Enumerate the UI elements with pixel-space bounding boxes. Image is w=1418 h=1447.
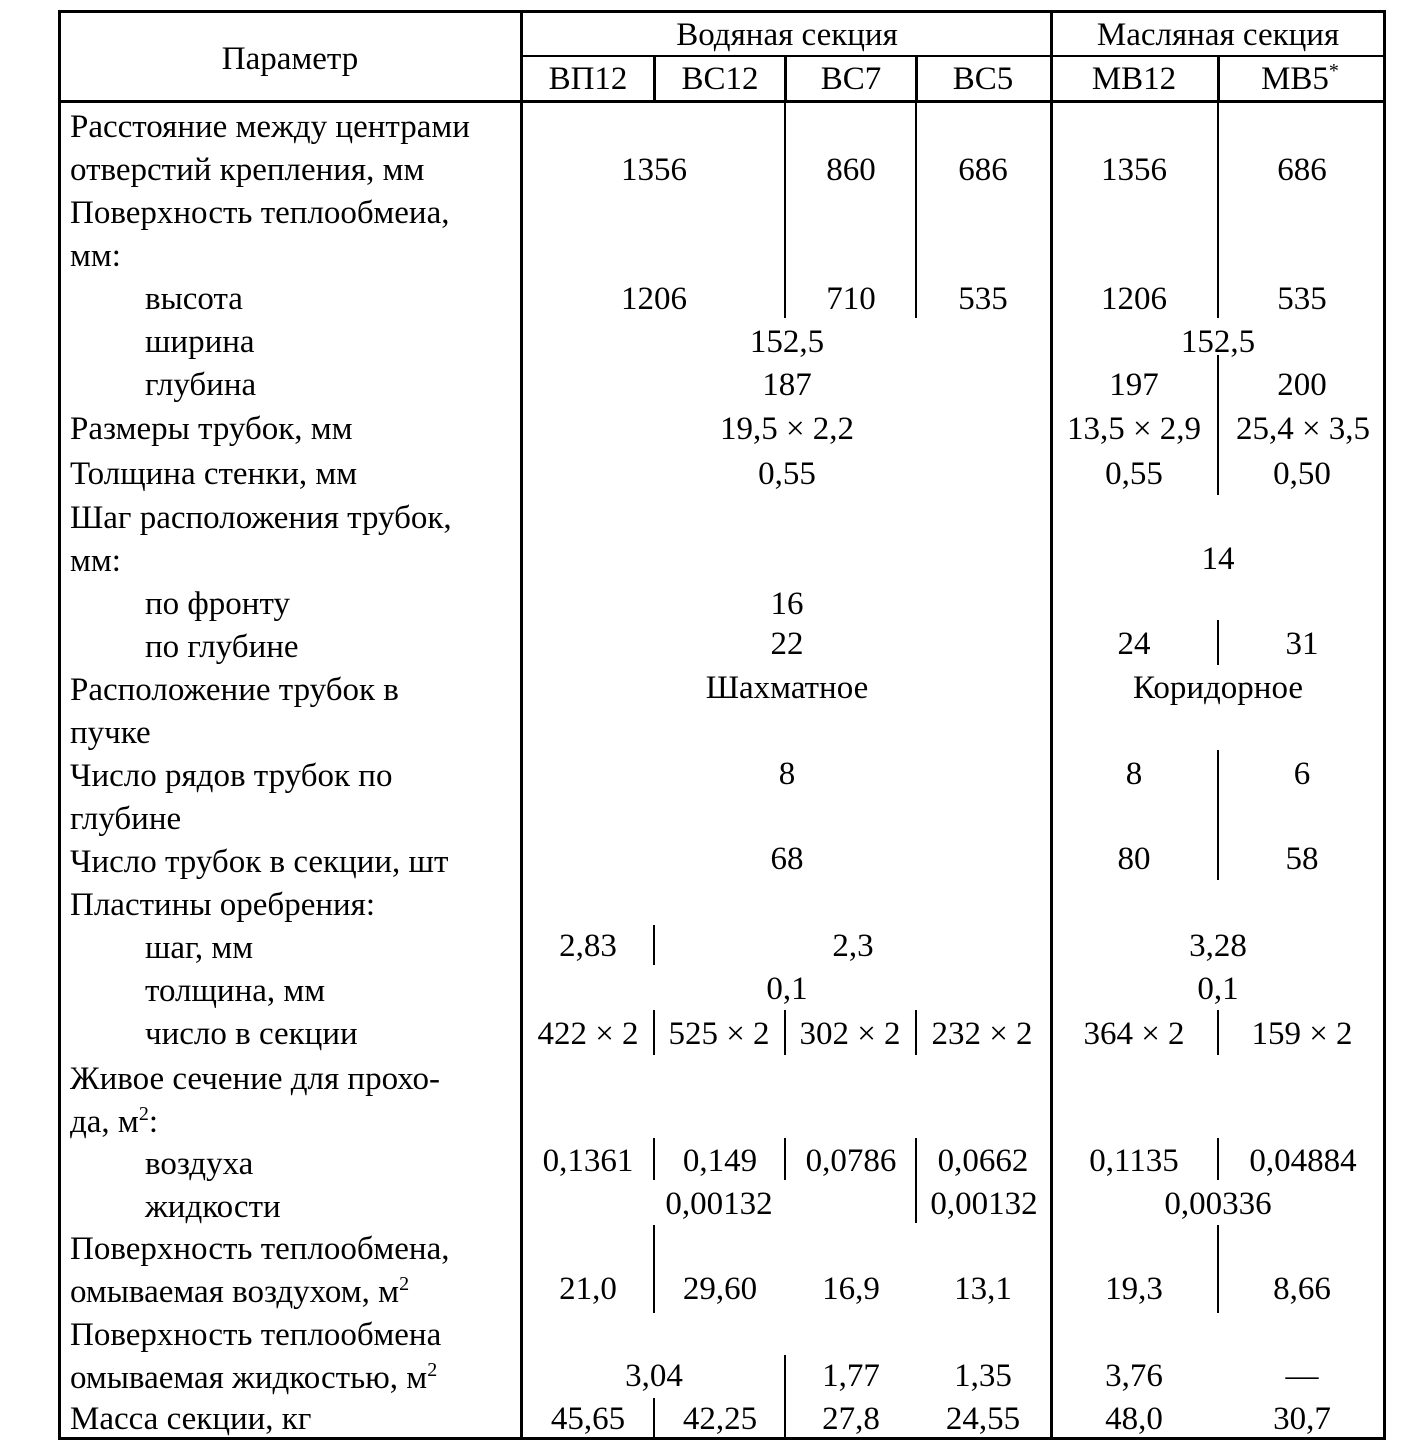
label-surface-liquid-2-text: омываемая жидкостью, м xyxy=(70,1360,428,1396)
value-cell: 0,1 xyxy=(1197,971,1239,1007)
body-divider xyxy=(784,102,786,318)
value-cell: 0,1 xyxy=(766,971,808,1007)
value-cell: Шахматное xyxy=(705,670,869,706)
value-cell: 30,7 xyxy=(1273,1401,1331,1437)
label-surface-liquid-2 xyxy=(70,1359,437,1397)
body-divider xyxy=(653,1010,655,1055)
value-cell: 152,5 xyxy=(1180,324,1256,360)
label-mass: Масса секции, кг xyxy=(70,1401,312,1437)
value-cell: 13,1 xyxy=(954,1271,1012,1307)
value-cell: 525 × 2 xyxy=(668,1016,770,1052)
value-cell: 80 xyxy=(1117,841,1151,877)
body-divider xyxy=(784,1010,786,1055)
body-divider xyxy=(915,1010,917,1055)
label-layout-1: Расположение трубок в xyxy=(70,672,399,708)
label-pitch-1: Шаг расположения трубок, xyxy=(70,500,452,536)
value-cell: 45,65 xyxy=(550,1401,626,1437)
header-divider-3 xyxy=(915,56,918,102)
value-cell: 68 xyxy=(770,841,804,877)
value-cell: 0,00132 xyxy=(665,1186,773,1222)
value-cell: 0,04884 xyxy=(1249,1143,1357,1179)
value-cell: 0,00336 xyxy=(1164,1186,1272,1222)
column-vs7: ВС7 xyxy=(820,61,882,97)
column-vs12: ВС12 xyxy=(681,61,759,97)
body-divider xyxy=(1217,1138,1219,1180)
value-cell: 200 xyxy=(1277,367,1327,403)
value-cell: 2,83 xyxy=(559,928,617,964)
value-cell: 8,66 xyxy=(1273,1271,1331,1307)
body-divider xyxy=(653,1138,655,1180)
value-cell: 0,149 xyxy=(682,1143,758,1179)
column-mv12: МВ12 xyxy=(1091,61,1177,97)
value-cell: 1206 xyxy=(621,281,687,317)
value-cell: 19,3 xyxy=(1105,1271,1163,1307)
label-live-section-1: Живое сечение для прохо- xyxy=(70,1061,440,1097)
value-cell: 3,76 xyxy=(1105,1358,1163,1394)
value-cell: 422 × 2 xyxy=(537,1016,639,1052)
label-fin-step: шаг, мм xyxy=(145,930,254,966)
header-divider-5 xyxy=(1217,56,1220,102)
label-live-section-2-colon: : xyxy=(148,1104,158,1140)
value-cell: 58 xyxy=(1285,841,1319,877)
label-rows-2: глубине xyxy=(70,801,182,837)
body-divider xyxy=(1217,1010,1219,1055)
label-pitch-depth: по глубине xyxy=(145,629,299,665)
body-divider xyxy=(784,1355,786,1440)
body-divider xyxy=(1217,1225,1219,1313)
label-live-section-2-text: да, м xyxy=(70,1104,139,1140)
value-cell: 0,55 xyxy=(758,456,816,492)
label-live-section-2 xyxy=(70,1103,158,1141)
header-mid-line xyxy=(522,55,1386,57)
value-cell: 152,5 xyxy=(749,324,825,360)
column-mv5-footnote-mark: * xyxy=(1328,60,1339,82)
value-cell: 21,0 xyxy=(559,1271,617,1307)
label-live-section-2-sup: 2 xyxy=(138,1103,149,1125)
value-cell: 6 xyxy=(1293,756,1311,792)
value-cell: 19,5 × 2,2 xyxy=(719,411,855,447)
label-surface-air-2-text: омываемая воздухом, м xyxy=(70,1274,400,1310)
body-divider xyxy=(653,1225,655,1313)
value-cell: 14 xyxy=(1201,541,1235,577)
value-cell: 0,1135 xyxy=(1089,1143,1179,1179)
value-cell: 31 xyxy=(1285,626,1319,662)
value-cell: 24 xyxy=(1117,626,1151,662)
header-divider-1 xyxy=(653,56,656,102)
body-divider xyxy=(784,1138,786,1180)
value-cell: 22 xyxy=(770,626,804,662)
label-rows-1: Число рядов трубок по xyxy=(70,758,393,794)
header-divider-sections xyxy=(1050,10,1053,1440)
column-mv5 xyxy=(1261,60,1339,98)
value-cell: 364 × 2 xyxy=(1083,1016,1185,1052)
value-cell: 1356 xyxy=(1101,152,1167,188)
label-distance-1: Расстояние между центрами xyxy=(70,109,470,145)
label-fin-thickness: толщина, мм xyxy=(145,973,326,1009)
column-vs5: ВС5 xyxy=(952,61,1014,97)
label-surface-air-1: Поверхность теплообмена, xyxy=(70,1231,450,1267)
value-cell: 8 xyxy=(778,756,796,792)
label-depth: глубина xyxy=(145,367,257,403)
header-divider-param xyxy=(520,10,523,1440)
label-air: воздуха xyxy=(145,1146,254,1182)
header-bottom-line xyxy=(58,100,1386,103)
header-water-section: Водяная секция xyxy=(676,17,898,53)
label-surface-air-2-sup: 2 xyxy=(399,1273,410,1295)
value-cell: 1356 xyxy=(621,152,687,188)
value-cell: 27,8 xyxy=(822,1401,880,1437)
body-divider xyxy=(915,1138,917,1223)
body-divider xyxy=(1217,102,1219,318)
label-pitch-2: мм: xyxy=(70,543,121,579)
value-cell: 0,1361 xyxy=(542,1143,634,1179)
value-cell: 16,9 xyxy=(822,1271,880,1307)
value-cell: 159 × 2 xyxy=(1251,1016,1353,1052)
value-cell: — xyxy=(1285,1358,1319,1394)
body-divider xyxy=(1217,355,1219,495)
value-cell: 0,00132 xyxy=(930,1186,1038,1222)
value-cell: 686 xyxy=(958,152,1008,188)
label-fin-number: число в секции xyxy=(145,1016,358,1052)
value-cell: 535 xyxy=(958,281,1008,317)
label-height: высота xyxy=(145,281,243,317)
value-cell: 1,77 xyxy=(822,1358,880,1394)
header-parameter: Параметр xyxy=(221,41,359,77)
value-cell: 2,3 xyxy=(832,928,874,964)
value-cell: 0,55 xyxy=(1105,456,1163,492)
label-count: Число трубок в секции, шт xyxy=(70,844,449,880)
value-cell: 535 xyxy=(1277,281,1327,317)
value-cell: 197 xyxy=(1109,367,1159,403)
label-fins: Пластины оребрения: xyxy=(70,887,376,923)
value-cell: 42,25 xyxy=(682,1401,758,1437)
body-divider xyxy=(653,1398,655,1440)
value-cell: 16 xyxy=(770,586,804,622)
label-front: по фронту xyxy=(145,586,290,622)
value-cell: 302 × 2 xyxy=(799,1016,901,1052)
value-cell: 3,28 xyxy=(1189,928,1247,964)
value-cell: 860 xyxy=(826,152,876,188)
label-surface-liquid-1: Поверхность теплообмена xyxy=(70,1317,442,1353)
value-cell: 29,60 xyxy=(682,1271,758,1307)
header-divider-2 xyxy=(784,56,787,102)
value-cell: 13,5 × 2,9 xyxy=(1066,411,1202,447)
value-cell: 686 xyxy=(1277,152,1327,188)
value-cell: Коридорное xyxy=(1132,670,1304,706)
label-distance-2: отверстий крепления, мм xyxy=(70,152,425,188)
value-cell: 710 xyxy=(826,281,876,317)
value-cell: 1,35 xyxy=(954,1358,1012,1394)
value-cell: 0,50 xyxy=(1273,456,1331,492)
body-divider xyxy=(1217,620,1219,665)
label-surface-liquid-2-sup: 2 xyxy=(427,1359,438,1381)
body-divider xyxy=(915,102,917,318)
value-cell: 1206 xyxy=(1101,281,1167,317)
value-cell: 25,4 × 3,5 xyxy=(1235,411,1371,447)
value-cell: 3,04 xyxy=(625,1358,683,1394)
value-cell: 24,55 xyxy=(945,1401,1021,1437)
value-cell: 48,0 xyxy=(1105,1401,1163,1437)
header-oil-section: Масляная секция xyxy=(1096,17,1340,53)
body-divider xyxy=(1217,750,1219,880)
label-surface-1: Поверхность теплообмеиа, xyxy=(70,195,450,231)
value-cell: 0,0662 xyxy=(937,1143,1029,1179)
label-layout-2: пучке xyxy=(70,715,151,751)
value-cell: 187 xyxy=(762,367,812,403)
label-wall: Толщина стенки, мм xyxy=(70,456,358,492)
label-liquid: жидкости xyxy=(145,1189,281,1225)
label-surface-air-2 xyxy=(70,1273,409,1311)
column-vp12: ВП12 xyxy=(548,61,628,97)
label-surface-2: мм: xyxy=(70,238,121,274)
label-width: ширина xyxy=(145,324,255,360)
value-cell: 232 × 2 xyxy=(931,1016,1033,1052)
body-divider xyxy=(653,925,655,965)
column-mv5-label: МВ5 xyxy=(1261,61,1329,97)
value-cell: 0,0786 xyxy=(805,1143,897,1179)
value-cell: 8 xyxy=(1125,756,1143,792)
label-tube-size: Размеры трубок, мм xyxy=(70,411,353,447)
